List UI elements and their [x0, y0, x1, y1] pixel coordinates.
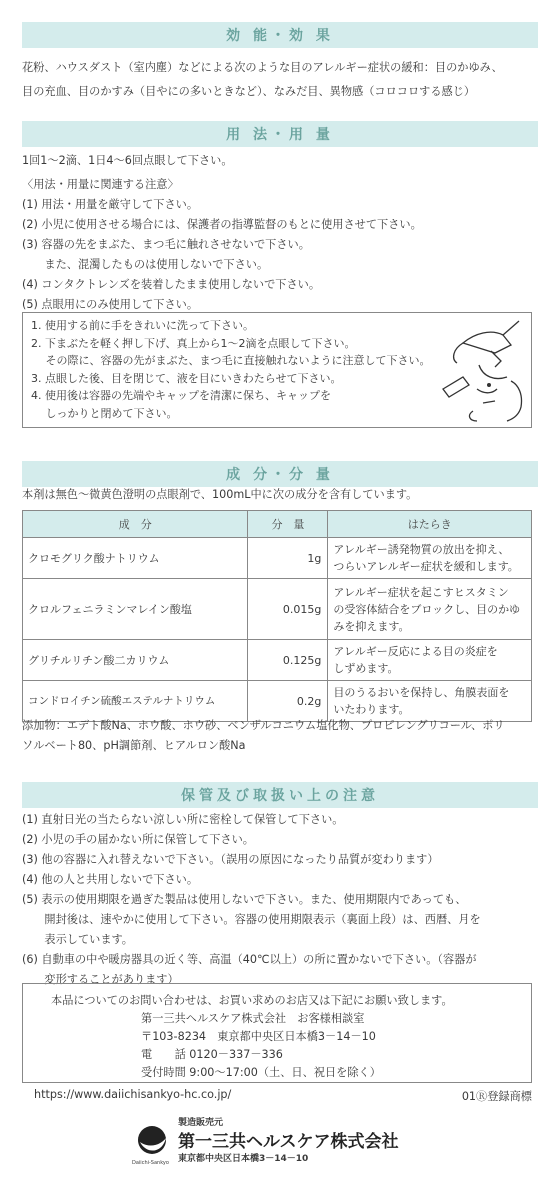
dosage-line: (1) 用法・用量を厳守して下さい。 [22, 198, 199, 211]
storage-title: 保管及び取扱い上の注意 [22, 782, 538, 808]
ingredient-name: グリチルリチン酸二カリウム [23, 640, 248, 681]
effects-line: 花粉、ハウスダスト（室内塵）などによる次のような目のアレルギー症状の緩和：目のかゆみ、 [22, 61, 503, 74]
ingredients-table [22, 510, 532, 722]
additives-text [22, 716, 542, 756]
effects-title: 効 能・効 果 [22, 22, 538, 48]
eyedrop-illustration [423, 315, 529, 423]
dosage-line: (5) 点眼用にのみ使用して下さい。 [22, 298, 199, 311]
howto-line: 1. 使用する前に手をきれいに洗って下さい。 [31, 319, 254, 332]
effects-line: 目の充血、目のかすみ（目やにの多いときなど）、なみだ目、異物感（コロコロする感じ） [22, 85, 476, 98]
ingredients-intro: 本剤は無色～微黄色澄明の点眼剤で、100mL中に次の成分を含有しています。 [22, 488, 418, 501]
header-amount: 分 量 [248, 511, 328, 538]
ingredient-amount: 0.2g [248, 681, 328, 722]
howto-box [22, 312, 532, 428]
contact-box [22, 983, 532, 1083]
logo-mark-icon [136, 1124, 168, 1156]
ingredient-action: アレルギー誘発物質の放出を抑え、 つらいアレルギー症状を緩和します。 [328, 538, 532, 579]
maker-role: 製造販売元 [178, 1118, 224, 1128]
dosage-title: 用 法・用 量 [22, 121, 538, 147]
dosage-line: 〈用法・用量に関連する注意〉 [22, 178, 179, 191]
storage-line: (5) 表示の使用期限を過ぎた製品は使用しないで下さい。また、使用期限内であっても、 [22, 893, 467, 906]
contact-intro: 本品についてのお問い合わせは、お買い求めのお店又は下記にお願い致します。 [51, 994, 453, 1007]
storage-line: 表示しています。 [22, 933, 133, 946]
header-ingredient: 成 分 [23, 511, 248, 538]
ingredient-amount: 0.125g [248, 640, 328, 681]
ingredient-action: 目のうるおいを保持し、角膜表面を いたわります。 [328, 681, 532, 722]
storage-line: 変形することがあります） [22, 973, 179, 986]
storage-line: (4) 他の人と共用しないで下さい。 [22, 873, 199, 886]
dosage-line: (3) 容器の先をまぶた、まつ毛に触れさせないで下さい。 [22, 238, 310, 251]
dosage-line: また、混濁したものは使用しないで下さい。 [22, 258, 269, 271]
ingredient-name: クロモグリク酸ナトリウム [23, 538, 248, 579]
additives-line: 添加物：エデト酸Na、ホウ酸、ホウ砂、ベンザルコニウム塩化物、プロピレングリコール、ポリ [22, 719, 505, 732]
ingredient-name: クロルフェニラミンマレイン酸塩 [23, 579, 248, 640]
storage-line: 開封後は、速やかに使用して下さい。容器の使用期限表示（裏面上段）は、西暦、月を [22, 913, 481, 926]
storage-line: (3) 他の容器に入れ替えないで下さい。（誤用の原因になったり品質が変わります） [22, 853, 439, 866]
ingredient-amount: 0.015g [248, 579, 328, 640]
ingredient-name: コンドロイチン硫酸エステルナトリウム [23, 681, 248, 722]
website-url[interactable]: https://www.daiichisankyo-hc.co.jp/ [34, 1088, 232, 1101]
company-name: 第一三共ヘルスケア株式会社 [178, 1132, 399, 1152]
howto-text [31, 317, 431, 422]
contact-phone: 電 話 0120－337－336 [141, 1048, 283, 1061]
contact-dept: 第一三共ヘルスケア株式会社 お客様相談室 [141, 1012, 365, 1025]
storage-line: (6) 自動車の中や暖房器具の近く等、高温（40℃以上）の所に置かないで下さい。（容器が [22, 953, 477, 966]
dosage-line: (4) コンタクトレンズを装着したまま使用しないで下さい。 [22, 278, 321, 291]
table-header-row [23, 511, 532, 538]
ingredients-title: 成 分・分 量 [22, 461, 538, 487]
ingredient-amount: 1g [248, 538, 328, 579]
table-row [23, 538, 532, 579]
contact-address: 〒103-8234 東京都中央区日本橋3－14－10 [141, 1030, 376, 1043]
storage-line: (2) 小児の手の届かない所に保管して下さい。 [22, 833, 254, 846]
ingredient-action: アレルギー反応による目の炎症を しずめます。 [328, 640, 532, 681]
dosage-line: (2) 小児に使用させる場合には、保護者の指導監督のもとに使用させて下さい。 [22, 218, 422, 231]
contact-hours: 受付時間 9:00～17:00（土、日、祝日を除く） [141, 1066, 381, 1079]
howto-line: その際に、容器の先がまぶた、まつ毛に直接触れないように注意して下さい。 [31, 354, 431, 367]
howto-line: しっかりと閉めて下さい。 [31, 406, 178, 420]
howto-line: 3. 点眼した後、目を閉じて、液を目にいきわたらせて下さい。 [31, 371, 342, 385]
dosage-text [22, 151, 542, 315]
effects-text [22, 56, 542, 104]
table-row [23, 579, 532, 640]
ingredient-action: アレルギー症状を起こすヒスタミン の受容体結合をブロックし、目のかゆ みを抑えます。 [328, 579, 532, 640]
howto-line: 4. 使用後は容器の先端やキャップを清潔に保ち、キャップを [31, 389, 331, 402]
storage-line: (1) 直射日光の当たらない涼しい所に密栓して保管して下さい。 [22, 813, 344, 826]
header-action: はたらき [328, 511, 532, 538]
company-logo [132, 1124, 169, 1172]
company-address: 東京都中央区日本橋3－14－10 [178, 1154, 309, 1164]
logo-text: Daiichi-Sankyo [132, 1160, 169, 1166]
table-row [23, 640, 532, 681]
trademark-note: 01Ⓡ登録商標 [461, 1090, 532, 1103]
howto-line: 2. 下まぶたを軽く押し下げ、真上から1～2滴を点眼して下さい。 [31, 336, 356, 350]
additives-line: ソルベート80、pH調節剤、ヒアルロン酸Na [22, 739, 246, 752]
dosage-line: 1回1～2滴、1日4～6回点眼して下さい。 [22, 154, 233, 167]
storage-text [22, 810, 542, 990]
